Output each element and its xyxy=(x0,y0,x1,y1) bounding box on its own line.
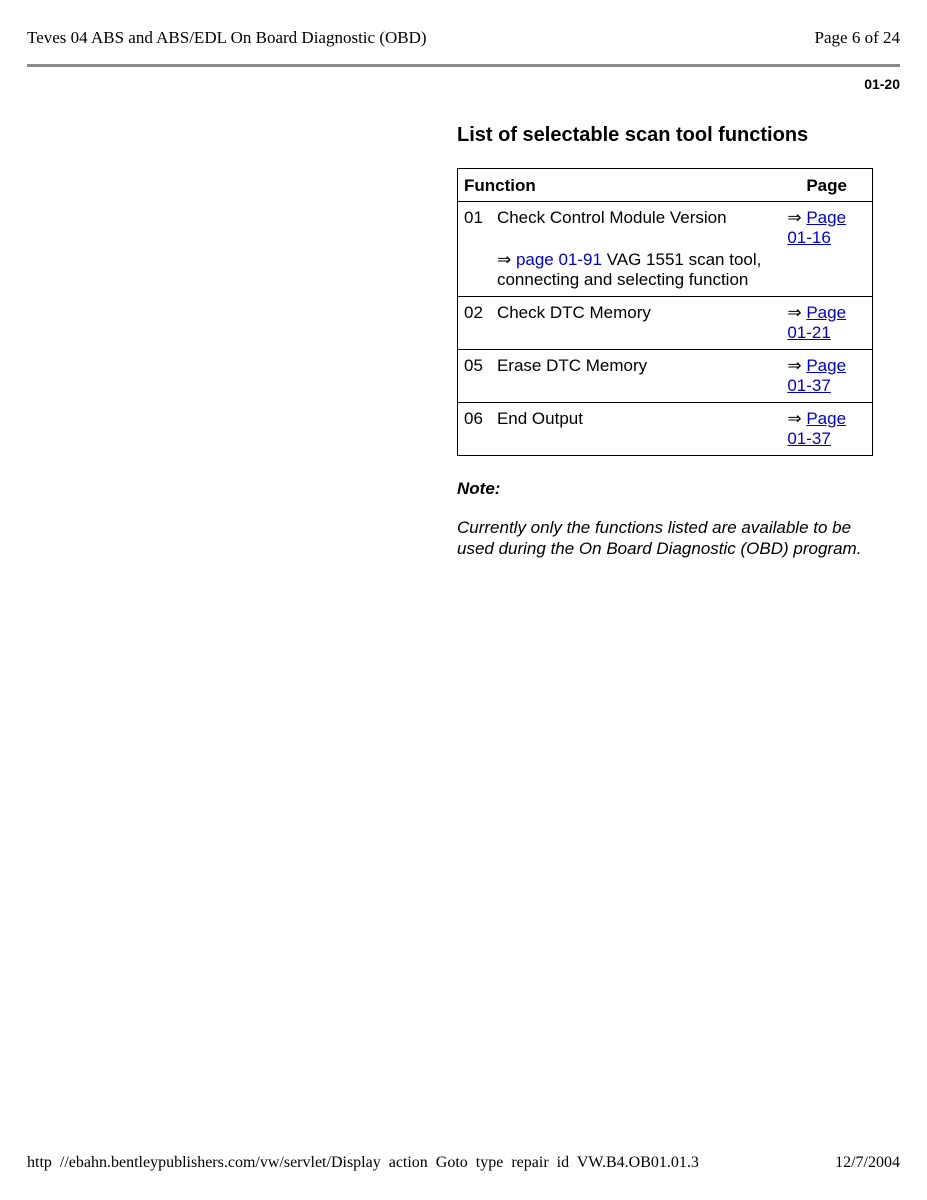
table-row xyxy=(458,202,873,297)
page-01-91-link[interactable]: page 01-91 xyxy=(515,250,602,269)
page-link-word[interactable]: Page xyxy=(806,303,847,322)
page-footer xyxy=(27,1154,900,1176)
footer-date: 12/7/2004 xyxy=(835,1154,900,1171)
function-number: 01 xyxy=(458,202,491,297)
note-text: Currently only the functions listed are available to be used during the On Board Diagnostic (OBD) program. xyxy=(457,518,862,558)
document-title: Teves 04 ABS and ABS/EDL On Board Diagnostic (OBD) xyxy=(27,28,427,47)
scan-tool-functions-table xyxy=(457,168,873,456)
table-row xyxy=(458,403,873,456)
page-link-word[interactable]: Page xyxy=(806,208,847,227)
function-name: Erase DTC Memory xyxy=(491,350,781,403)
header-divider xyxy=(27,64,900,67)
function-name: End Output xyxy=(496,409,583,428)
column-header-page: Page xyxy=(781,169,872,202)
function-sub-note xyxy=(497,250,775,290)
page-ref-cell xyxy=(781,297,872,350)
arrow-icon: ⇒ xyxy=(787,303,802,322)
page-link-number[interactable]: 01-37 xyxy=(787,376,831,395)
arrow-icon: ⇒ xyxy=(787,409,802,428)
table-row xyxy=(458,297,873,350)
section-heading: List of selectable scan tool functions xyxy=(457,124,809,146)
arrow-icon: ⇒ xyxy=(496,250,512,269)
page-ref-cell xyxy=(781,202,872,297)
arrow-icon: ⇒ xyxy=(787,208,802,227)
function-name: Check DTC Memory xyxy=(491,297,781,350)
footer-url: http //ebahn.bentleypublishers.com/vw/servlet/Display action Goto type repair id VW.B4.OB01.01.3 xyxy=(27,1154,699,1171)
function-number: 05 xyxy=(458,350,491,403)
page-link-number[interactable]: 01-21 xyxy=(787,323,831,342)
page-link-word[interactable]: Page xyxy=(806,356,847,375)
page-link-number[interactable]: 01-37 xyxy=(787,429,831,448)
table-row xyxy=(458,350,873,403)
page-ref-cell xyxy=(781,403,872,456)
page-reference: 01-20 xyxy=(864,76,900,92)
column-header-function: Function xyxy=(458,169,782,202)
page-link-number[interactable]: 01-16 xyxy=(787,228,831,247)
function-number: 06 xyxy=(464,409,483,428)
function-name: Check Control Module Version xyxy=(496,208,727,227)
page-link-word[interactable]: Page xyxy=(806,409,847,428)
arrow-icon: ⇒ xyxy=(787,356,802,375)
function-number: 02 xyxy=(458,297,491,350)
page-header xyxy=(27,28,900,52)
sub-note-text: VAG 1551 scan tool, connecting and selecting function xyxy=(496,250,762,289)
table-header-row xyxy=(458,169,873,202)
page-ref-cell xyxy=(781,350,872,403)
main-content xyxy=(457,122,877,559)
note-label: Note: xyxy=(457,479,501,498)
function-name-cell xyxy=(491,202,781,297)
page-count: Page 6 of 24 xyxy=(814,28,900,47)
